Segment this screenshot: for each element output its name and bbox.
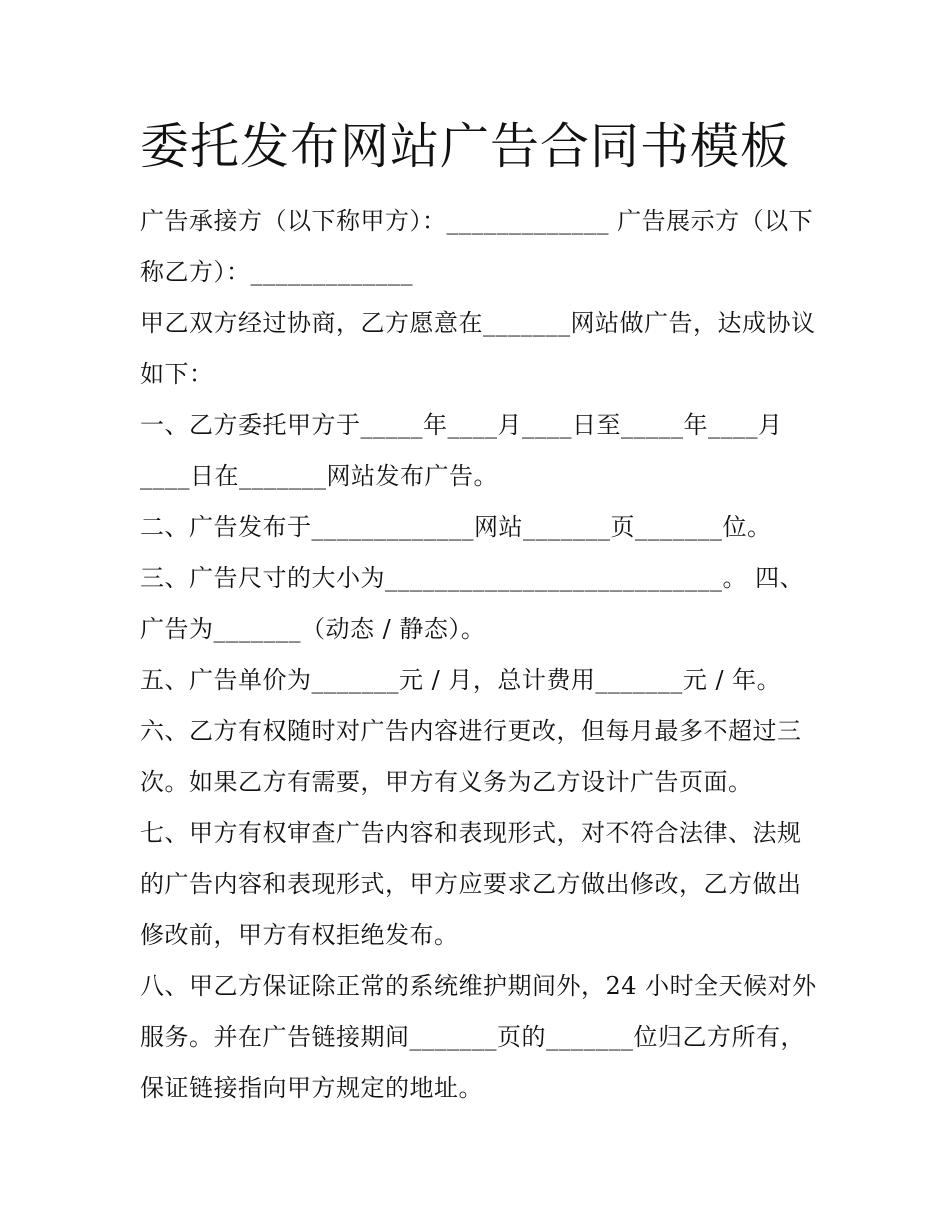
- clause-6-modification: 六、乙方有权随时对广告内容进行更改，但每月最多不超过三次。如果乙方有需要，甲方有义务为乙方设计广告页面。: [140, 717, 802, 796]
- paragraph-agreement-intro: 甲乙双方经过协商，乙方愿意在_______网站做广告，达成协议如下：: [140, 309, 816, 388]
- clause-3-4-size-type: 三、广告尺寸的大小为___________________________。 四、广告为_______（动态 / 静态）。: [140, 564, 805, 643]
- document-title: 委托发布网站广告合同书模板: [140, 118, 791, 175]
- clause-1-period: 一、乙方委托甲方于_____年____月____日至_____年____月____日在_______网站发布广告。: [140, 411, 783, 490]
- clause-2-position: 二、广告发布于_____________网站_______页_______位。: [140, 513, 772, 541]
- paragraph-parties: 广告承接方（以下称甲方）：_____________ 广告展示方（以下称乙方）：_____________: [140, 207, 814, 286]
- clause-8-service: 八、甲乙方保证除正常的系统维护期间外，24 小时全天候对外服务。并在广告链接期间_______页的_______位归乙方所有，保证链接指向甲方规定的地址。: [140, 972, 817, 1102]
- clause-7-review: 七、甲方有权审查广告内容和表现形式，对不符合法律、法规的广告内容和表现形式，甲方应要求乙方做出修改，乙方做出修改前，甲方有权拒绝发布。: [140, 819, 802, 949]
- document-body: [140, 196, 820, 1114]
- clause-5-price: 五、广告单价为_______元 / 月，总计费用_______元 / 年。: [140, 666, 782, 694]
